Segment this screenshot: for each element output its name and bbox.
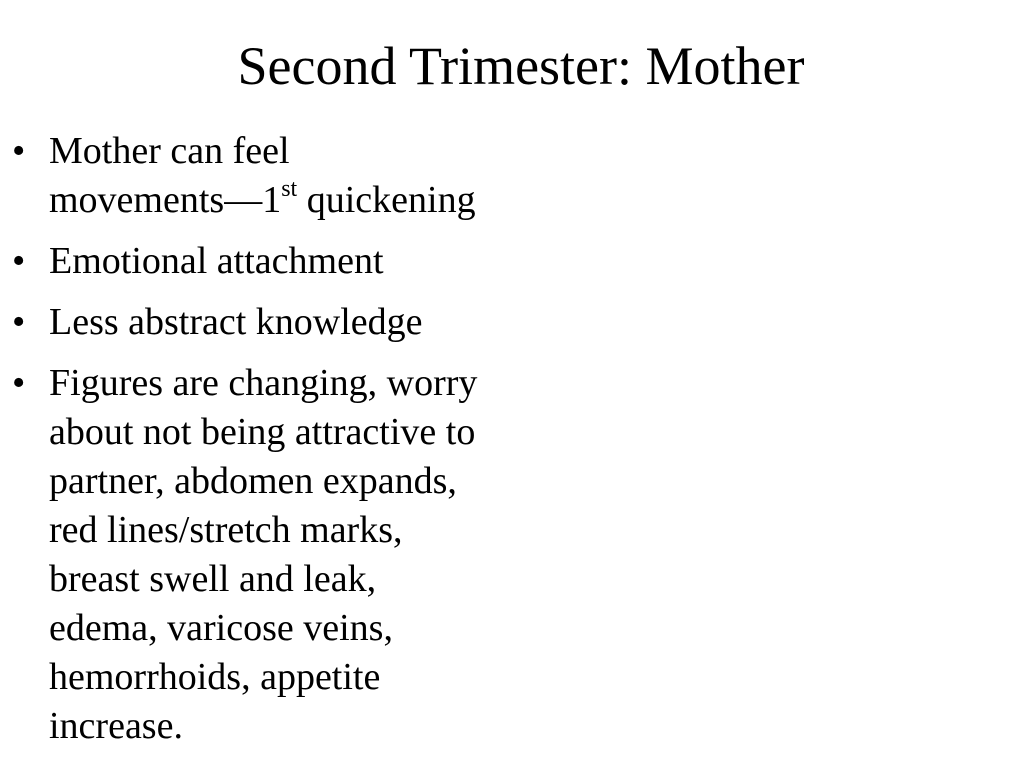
bullet-list bbox=[0, 127, 600, 763]
bullet-icon: • bbox=[12, 362, 26, 404]
bullet-text-segment: quickening bbox=[297, 179, 476, 221]
bullet-line: Less abstract knowledge bbox=[49, 301, 423, 343]
bullet-line bbox=[49, 176, 600, 225]
bullet-line: Emotional attachment bbox=[49, 240, 384, 282]
bullet-line: partner, abdomen expands, bbox=[49, 460, 457, 502]
bullet-text bbox=[49, 298, 600, 347]
bullet-text bbox=[49, 127, 600, 225]
bullet-icon: • bbox=[12, 130, 26, 172]
ordinal-suffix: st bbox=[281, 176, 298, 203]
bullet-line: Figures are changing, worry bbox=[49, 362, 478, 404]
bullet-item-quickening bbox=[0, 127, 600, 225]
bullet-line: red lines/stretch marks, bbox=[49, 509, 403, 551]
bullet-icon: • bbox=[12, 301, 26, 343]
bullet-line: Mother can feel bbox=[49, 130, 290, 172]
bullet-line: hemorrhoids, appetite bbox=[49, 656, 381, 698]
bullet-item-emotional-attachment bbox=[0, 237, 600, 286]
bullet-line: edema, varicose veins, bbox=[49, 607, 393, 649]
slide-title: Second Trimester: Mother bbox=[237, 36, 805, 96]
bullet-line: breast swell and leak, bbox=[49, 558, 377, 600]
bullet-text-segment: movements—1 bbox=[49, 179, 282, 221]
bullet-item-body-changes bbox=[0, 359, 600, 751]
bullet-line: about not being attractive to bbox=[49, 411, 476, 453]
bullet-icon: • bbox=[12, 240, 26, 282]
bullet-text bbox=[49, 237, 600, 286]
bullet-line: increase. bbox=[49, 705, 183, 747]
bullet-text bbox=[49, 359, 600, 751]
bullet-item-abstract-knowledge bbox=[0, 298, 600, 347]
